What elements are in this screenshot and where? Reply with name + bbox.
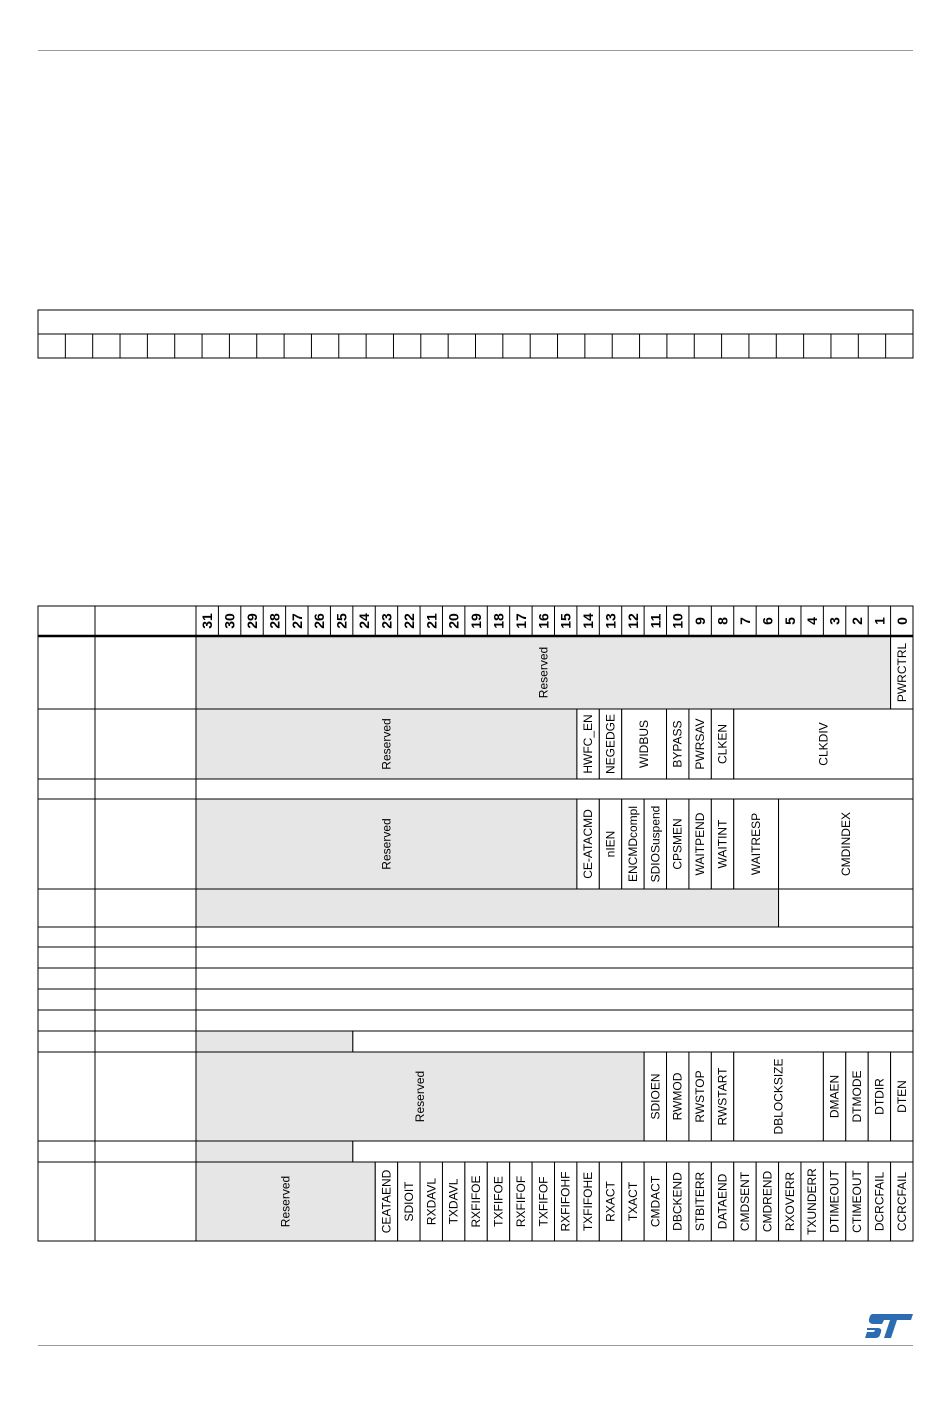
offset-cell xyxy=(38,947,95,968)
bit-number: 15 xyxy=(557,613,574,629)
bit-number: 12 xyxy=(624,613,641,629)
field-label: DTDIR xyxy=(872,1078,887,1115)
offset-cell xyxy=(38,1141,95,1162)
bit-number: 5 xyxy=(781,617,798,625)
field-label: CCRCFAIL xyxy=(894,1171,909,1232)
st-logo-icon xyxy=(864,1312,914,1340)
offset-cell xyxy=(38,799,95,889)
field-label: RXFIFOE xyxy=(469,1175,484,1228)
field-label: DBCKEND xyxy=(670,1172,685,1231)
offset-cell xyxy=(38,1052,95,1141)
reserved-field xyxy=(196,1031,353,1052)
field-label: Reserved xyxy=(379,718,394,770)
bit-field xyxy=(196,1010,913,1031)
bit-number: 2 xyxy=(848,617,865,625)
field-label: TXACT xyxy=(625,1181,640,1222)
field-label: CMDREND xyxy=(760,1170,775,1233)
field-label: BYPASS xyxy=(670,720,685,768)
register-name-cell xyxy=(95,1010,196,1031)
register-name-cell xyxy=(95,1141,196,1162)
bit-number: 3 xyxy=(826,617,843,625)
offset-cell xyxy=(38,1010,95,1031)
bit-number: 28 xyxy=(266,613,283,629)
bit-number: 10 xyxy=(669,613,686,629)
field-label: RWMOD xyxy=(670,1072,685,1121)
bit-number: 13 xyxy=(602,613,619,629)
register-name-cell xyxy=(95,1031,196,1052)
field-label: CMDINDEX xyxy=(838,811,853,877)
field-label: SDIOSuspend xyxy=(648,805,663,883)
bit-number: 26 xyxy=(311,613,328,629)
bit-field xyxy=(196,947,913,968)
bit-number: 27 xyxy=(288,613,305,629)
offset-cell xyxy=(38,709,95,779)
field-label: TXFIFOE xyxy=(491,1176,506,1227)
field-label: CTIMEOUT xyxy=(849,1170,864,1233)
register-name-cell xyxy=(95,947,196,968)
offset-cell xyxy=(38,1031,95,1052)
offset-cell xyxy=(38,1162,95,1241)
footer-rule xyxy=(38,1345,913,1346)
field-label: WAITINT xyxy=(715,819,730,869)
field-label: DBLOCKSIZE xyxy=(771,1058,786,1135)
field-label: Reserved xyxy=(413,1070,428,1123)
offset-cell xyxy=(38,889,95,927)
bit-number: 0 xyxy=(893,617,910,625)
field-label: WIDBUS xyxy=(637,720,652,768)
field-label: Reserved xyxy=(536,646,551,699)
field-label: RWSTOP xyxy=(693,1070,708,1123)
field-label: RWSTART xyxy=(715,1067,730,1126)
field-label: TXUNDERR xyxy=(805,1168,820,1235)
bit-number: 9 xyxy=(692,617,709,625)
bit-field xyxy=(353,1141,913,1162)
bit-number: 25 xyxy=(333,613,350,629)
bit-number: 1 xyxy=(871,617,888,625)
field-label: nIEN xyxy=(603,830,618,858)
bit-number: 31 xyxy=(199,613,216,629)
field-label: CLKDIV xyxy=(816,722,831,766)
offset-cell xyxy=(38,779,95,799)
field-label: DCRCFAIL xyxy=(872,1171,887,1232)
register-map-table xyxy=(38,606,913,1241)
field-label: WAITRESP xyxy=(749,812,764,876)
field-label: CLKEN xyxy=(715,723,730,765)
bit-number: 6 xyxy=(759,617,776,625)
register-name-cell xyxy=(95,799,196,889)
field-label: TXFIFOF xyxy=(536,1176,551,1227)
register-name-cell xyxy=(95,779,196,799)
field-label: WAITPEND xyxy=(693,812,708,876)
register-name-cell xyxy=(95,709,196,779)
bit-number: 19 xyxy=(468,613,485,629)
field-label: Reserved xyxy=(278,1175,293,1228)
field-label: RXOVERR xyxy=(782,1171,797,1232)
field-label: TXFIFOHE xyxy=(581,1171,596,1232)
field-label: RXFIFOF xyxy=(513,1175,528,1228)
field-label: TXDAVL xyxy=(446,1178,461,1225)
bit-number: 4 xyxy=(804,617,821,625)
bit-number: 11 xyxy=(647,613,664,629)
bit-number: 7 xyxy=(736,617,753,625)
register-name-cell xyxy=(95,889,196,927)
register-name-cell xyxy=(95,1052,196,1141)
bit-number: 30 xyxy=(221,613,238,629)
reserved-field xyxy=(196,889,779,927)
field-label: DTIMEOUT xyxy=(827,1170,842,1233)
field-label: CMDACT xyxy=(648,1175,663,1228)
bit-field xyxy=(196,989,913,1010)
field-label: DATAEND xyxy=(715,1173,730,1230)
bit-field xyxy=(353,1031,913,1052)
field-label: CE-ATACMD xyxy=(581,809,596,879)
field-label: RXACT xyxy=(603,1181,618,1222)
bit-number: 20 xyxy=(445,613,462,629)
bit-field xyxy=(196,968,913,989)
field-label: PWRSAV xyxy=(693,718,708,770)
register-name-cell xyxy=(95,1162,196,1241)
register-name-cell xyxy=(95,968,196,989)
bit-number: 29 xyxy=(244,613,261,629)
field-label: Reserved xyxy=(379,818,394,870)
field-label: NEGEDGE xyxy=(603,713,618,775)
bit-field xyxy=(779,889,913,927)
bit-number: 17 xyxy=(512,613,529,629)
register-name-cell xyxy=(95,636,196,709)
field-label: DMAEN xyxy=(827,1074,842,1119)
field-label: DTMODE xyxy=(849,1070,864,1123)
field-label: RXDAVL xyxy=(424,1177,439,1226)
offset-cell xyxy=(38,636,95,709)
field-label: HWFC_EN xyxy=(581,714,596,774)
offset-cell xyxy=(38,927,95,947)
reserved-field xyxy=(196,1141,353,1162)
bit-number: 23 xyxy=(378,613,395,629)
offset-cell xyxy=(38,968,95,989)
bit-number: 16 xyxy=(535,613,552,629)
bit-field-table xyxy=(38,310,913,358)
bit-number: 21 xyxy=(423,613,440,629)
bit-number: 24 xyxy=(356,613,373,629)
field-label: SDIOIT xyxy=(401,1181,416,1222)
field-label: PWRCTRL xyxy=(894,642,909,703)
bit-number: 14 xyxy=(580,613,597,629)
field-label: SDIOEN xyxy=(648,1073,663,1120)
field-label: STBITERR xyxy=(693,1171,708,1232)
bit-number: 18 xyxy=(490,613,507,629)
field-label: DTEN xyxy=(894,1080,909,1113)
register-name-cell xyxy=(95,989,196,1010)
field-label: CPSMEN xyxy=(670,818,685,870)
bit-number: 8 xyxy=(714,617,731,625)
field-label: ENCMDcompl xyxy=(625,805,640,883)
field-label: CEATAEND xyxy=(379,1169,394,1234)
offset-cell xyxy=(38,989,95,1010)
bit-field xyxy=(196,927,913,947)
field-label: RXFIFOHF xyxy=(558,1171,573,1232)
field-label: CMDSENT xyxy=(737,1171,752,1232)
bit-number: 22 xyxy=(400,613,417,629)
register-name-cell xyxy=(95,927,196,947)
bit-field xyxy=(196,779,913,799)
